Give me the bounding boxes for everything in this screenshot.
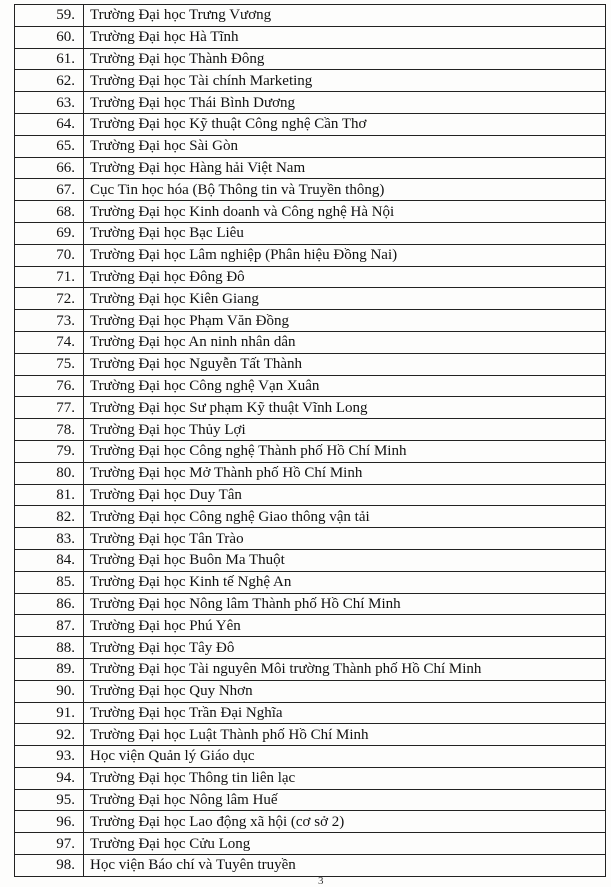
institution-name: Trường Đại học Đông Đô bbox=[84, 266, 606, 288]
table-row bbox=[15, 244, 606, 266]
institution-name: Trường Đại học Nguyễn Tất Thành bbox=[84, 353, 606, 375]
institution-name: Cục Tin học hóa (Bộ Thông tin và Truyền thông) bbox=[84, 179, 606, 201]
institution-table bbox=[14, 4, 606, 877]
institution-name: Trường Đại học Mở Thành phố Hồ Chí Minh bbox=[84, 462, 606, 484]
table-row bbox=[15, 593, 606, 615]
row-number: 97. bbox=[15, 833, 84, 855]
table-row bbox=[15, 48, 606, 70]
row-number: 80. bbox=[15, 462, 84, 484]
row-number: 64. bbox=[15, 113, 84, 135]
row-number: 70. bbox=[15, 244, 84, 266]
table-row bbox=[15, 637, 606, 659]
row-number: 61. bbox=[15, 48, 84, 70]
institution-name: Trường Đại học Lao động xã hội (cơ sở 2) bbox=[84, 811, 606, 833]
table-row bbox=[15, 702, 606, 724]
institution-name: Trường Đại học Trần Đại Nghĩa bbox=[84, 702, 606, 724]
row-number: 95. bbox=[15, 789, 84, 811]
row-number: 86. bbox=[15, 593, 84, 615]
table-row bbox=[15, 266, 606, 288]
row-number: 67. bbox=[15, 179, 84, 201]
institution-name: Trường Đại học An ninh nhân dân bbox=[84, 331, 606, 353]
institution-name: Trường Đại học Thành Đông bbox=[84, 48, 606, 70]
row-number: 62. bbox=[15, 70, 84, 92]
row-number: 93. bbox=[15, 746, 84, 768]
table-row bbox=[15, 462, 606, 484]
row-number: 72. bbox=[15, 288, 84, 310]
table-row bbox=[15, 5, 606, 27]
row-number: 91. bbox=[15, 702, 84, 724]
table-row bbox=[15, 222, 606, 244]
table-row bbox=[15, 528, 606, 550]
institution-name: Trường Đại học Công nghệ Thành phố Hồ Chí Minh bbox=[84, 440, 606, 462]
table-row bbox=[15, 789, 606, 811]
institution-name: Trường Đại học Thủy Lợi bbox=[84, 419, 606, 441]
row-number: 98. bbox=[15, 855, 84, 877]
table-row bbox=[15, 201, 606, 223]
row-number: 73. bbox=[15, 310, 84, 332]
institution-name: Trường Đại học Buôn Ma Thuột bbox=[84, 549, 606, 571]
institution-name: Trường Đại học Lâm nghiệp (Phân hiệu Đồng Nai) bbox=[84, 244, 606, 266]
row-number: 96. bbox=[15, 811, 84, 833]
table-row bbox=[15, 615, 606, 637]
institution-name: Trường Đại học Thông tin liên lạc bbox=[84, 767, 606, 789]
row-number: 68. bbox=[15, 201, 84, 223]
table-row bbox=[15, 680, 606, 702]
row-number: 75. bbox=[15, 353, 84, 375]
page-number: 3 bbox=[318, 875, 324, 887]
row-number: 89. bbox=[15, 658, 84, 680]
institution-name: Trường Đại học Tân Trào bbox=[84, 528, 606, 550]
row-number: 87. bbox=[15, 615, 84, 637]
table-row bbox=[15, 157, 606, 179]
table-row bbox=[15, 135, 606, 157]
institution-name: Trường Đại học Hàng hải Việt Nam bbox=[84, 157, 606, 179]
row-number: 71. bbox=[15, 266, 84, 288]
institution-name: Trường Đại học Kinh doanh và Công nghệ Hà Nội bbox=[84, 201, 606, 223]
institution-name: Trường Đại học Phú Yên bbox=[84, 615, 606, 637]
institution-name: Trường Đại học Duy Tân bbox=[84, 484, 606, 506]
row-number: 94. bbox=[15, 767, 84, 789]
institution-name: Trường Đại học Nông lâm Thành phố Hồ Chí Minh bbox=[84, 593, 606, 615]
institution-name: Trường Đại học Hà Tĩnh bbox=[84, 26, 606, 48]
table-row bbox=[15, 179, 606, 201]
row-number: 81. bbox=[15, 484, 84, 506]
table-row bbox=[15, 658, 606, 680]
row-number: 88. bbox=[15, 637, 84, 659]
table-row bbox=[15, 767, 606, 789]
table-row bbox=[15, 855, 606, 877]
row-number: 74. bbox=[15, 331, 84, 353]
table-row bbox=[15, 375, 606, 397]
table-row bbox=[15, 113, 606, 135]
table-row bbox=[15, 833, 606, 855]
row-number: 78. bbox=[15, 419, 84, 441]
row-number: 60. bbox=[15, 26, 84, 48]
table-row bbox=[15, 506, 606, 528]
table-row bbox=[15, 353, 606, 375]
institution-table-body bbox=[15, 5, 606, 877]
row-number: 65. bbox=[15, 135, 84, 157]
institution-name: Trường Đại học Thái Bình Dương bbox=[84, 92, 606, 114]
table-row bbox=[15, 484, 606, 506]
table-row bbox=[15, 331, 606, 353]
table-row bbox=[15, 70, 606, 92]
row-number: 66. bbox=[15, 157, 84, 179]
row-number: 90. bbox=[15, 680, 84, 702]
table-row bbox=[15, 310, 606, 332]
row-number: 83. bbox=[15, 528, 84, 550]
row-number: 82. bbox=[15, 506, 84, 528]
table-row bbox=[15, 811, 606, 833]
table-row bbox=[15, 746, 606, 768]
row-number: 63. bbox=[15, 92, 84, 114]
institution-name: Trường Đại học Bạc Liêu bbox=[84, 222, 606, 244]
row-number: 84. bbox=[15, 549, 84, 571]
table-row bbox=[15, 549, 606, 571]
institution-name: Trường Đại học Cửu Long bbox=[84, 833, 606, 855]
table-row bbox=[15, 397, 606, 419]
row-number: 79. bbox=[15, 440, 84, 462]
institution-name: Trường Đại học Công nghệ Vạn Xuân bbox=[84, 375, 606, 397]
institution-name: Trường Đại học Tài nguyên Môi trường Thành phố Hồ Chí Minh bbox=[84, 658, 606, 680]
institution-name: Trường Đại học Luật Thành phố Hồ Chí Minh bbox=[84, 724, 606, 746]
institution-name: Trường Đại học Tây Đô bbox=[84, 637, 606, 659]
table-row bbox=[15, 419, 606, 441]
institution-name: Trường Đại học Phạm Văn Đồng bbox=[84, 310, 606, 332]
institution-name: Trường Đại học Sài Gòn bbox=[84, 135, 606, 157]
table-row bbox=[15, 440, 606, 462]
institution-name: Trường Đại học Công nghệ Giao thông vận tải bbox=[84, 506, 606, 528]
table-row bbox=[15, 724, 606, 746]
table-row bbox=[15, 288, 606, 310]
table-row bbox=[15, 571, 606, 593]
institution-name: Trường Đại học Nông lâm Huế bbox=[84, 789, 606, 811]
row-number: 85. bbox=[15, 571, 84, 593]
row-number: 59. bbox=[15, 5, 84, 27]
row-number: 69. bbox=[15, 222, 84, 244]
table-row bbox=[15, 92, 606, 114]
institution-name: Trường Đại học Kỹ thuật Công nghệ Cần Thơ bbox=[84, 113, 606, 135]
institution-name: Học viện Quản lý Giáo dục bbox=[84, 746, 606, 768]
institution-name: Trường Đại học Kiên Giang bbox=[84, 288, 606, 310]
institution-name: Trường Đại học Quy Nhơn bbox=[84, 680, 606, 702]
table-row bbox=[15, 26, 606, 48]
institution-name: Trường Đại học Tài chính Marketing bbox=[84, 70, 606, 92]
row-number: 77. bbox=[15, 397, 84, 419]
row-number: 76. bbox=[15, 375, 84, 397]
institution-name: Trường Đại học Sư phạm Kỹ thuật Vĩnh Long bbox=[84, 397, 606, 419]
institution-name: Trường Đại học Trưng Vương bbox=[84, 5, 606, 27]
institution-name: Trường Đại học Kinh tế Nghệ An bbox=[84, 571, 606, 593]
row-number: 92. bbox=[15, 724, 84, 746]
institution-name: Học viện Báo chí và Tuyên truyền bbox=[84, 855, 606, 877]
